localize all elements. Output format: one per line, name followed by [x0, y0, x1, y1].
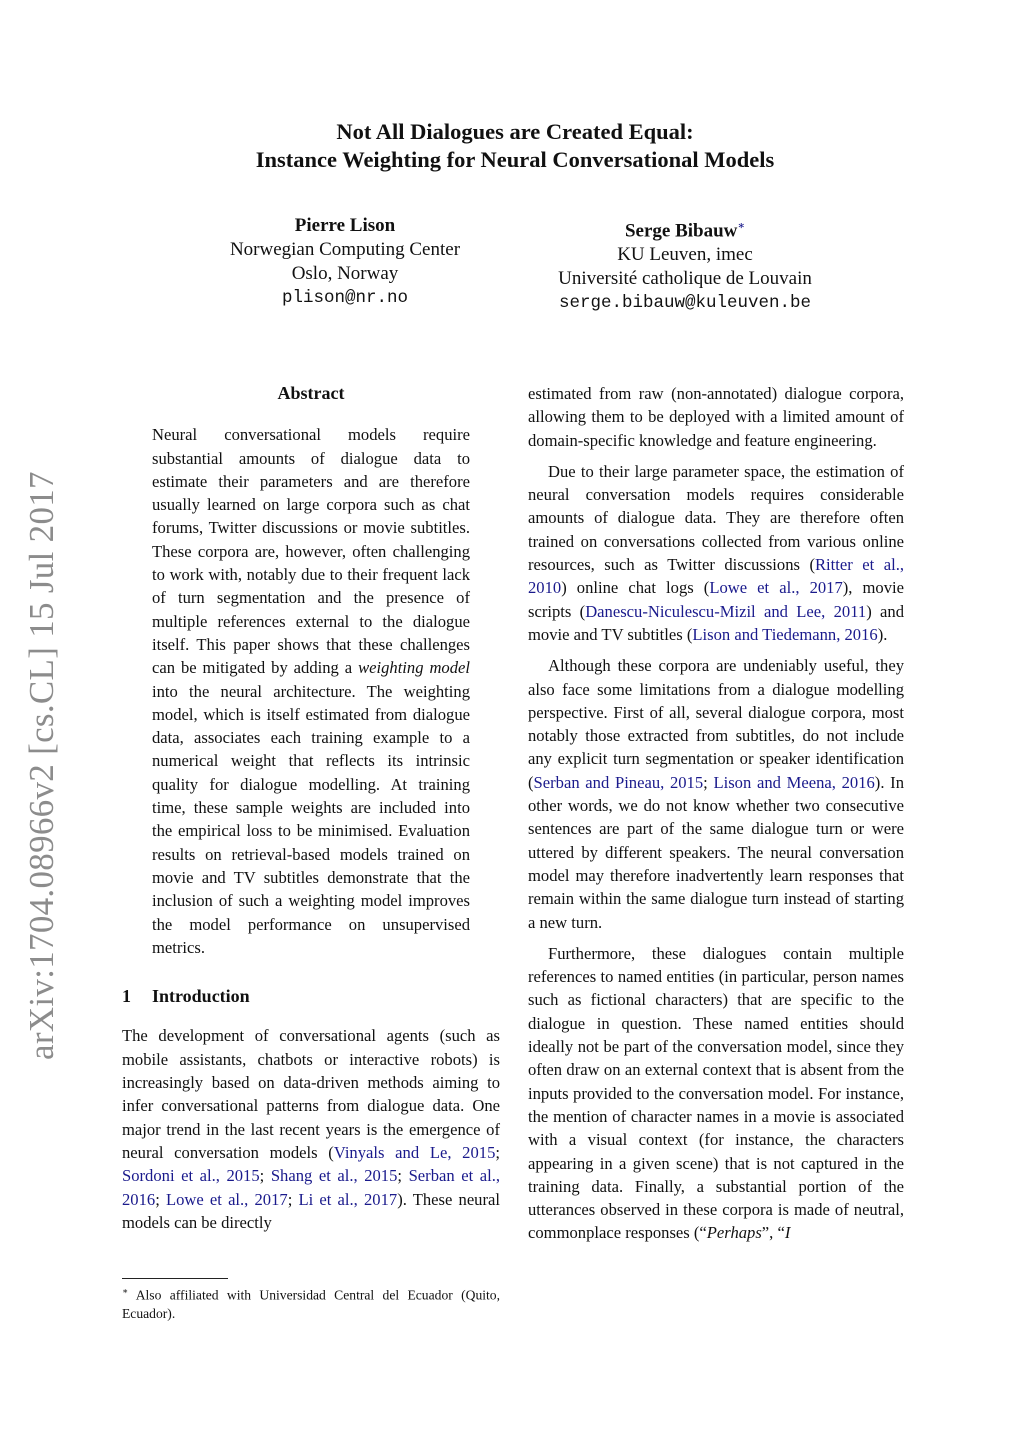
author-affiliation-2: Université catholique de Louvain — [558, 268, 812, 290]
paper-title — [160, 118, 870, 174]
citation-link[interactable]: Lison and Meena, 2016 — [713, 772, 875, 792]
citation-link[interactable]: Li et al., 2017 — [298, 1189, 398, 1209]
author-affiliation: Norwegian Computing Center — [229, 239, 461, 260]
footnote-mark[interactable]: ∗ — [737, 220, 746, 232]
arxiv-identifier: arXiv:1704.08966v2 [cs.CL] 15 Jul 2017 — [22, 471, 61, 1060]
abstract-text: Neural conversational models require substantial amounts of dialogue data to estimate their parameters and are therefore usually learned on large corpora such as chat forums, Twitter discussions or movie subtitles. These corpora are, however, often challenging to work with, notably due to their frequent lack of turn segmentation and the presence of multiple references external to the dialogue itself. This paper shows that these challenges can be mitigated by adding a weighting model into the neural architecture. The weighting model, which is itself estimated from dialogue data, associates each training example to a numerical weight that reflects its intrinsic quality for dialogue modelling. At training time, these sample weights are included into the empirical loss to be minimised. Evaluation results on retrieval-based models trained on movie and TV subtitles demonstrate that the inclusion of such a weighting model improves the model performance on unsupervised metrics. — [152, 425, 470, 957]
paragraph: Due to their large parameter space, the estimation of neural conversation models requires considerable amounts of dialogue data. They are therefore often trained on conversations collected from various online resources, such as Twitter discussions (Ritter et al., 2010) online chat logs (Lowe et al., 2017), movie scripts (Danescu-Niculescu-Mizil and Lee, 2011) and movie and TV subtitles (Lison and Tiedemann, 2016). — [528, 461, 904, 644]
author-name: Serge Bibauw — [624, 220, 738, 242]
paragraph: estimated from raw (non-annotated) dialogue corpora, allowing them to be deployed with a limited amount of domain-specific knowledge and feature engineering. — [528, 384, 904, 450]
abstract-heading: Abstract — [277, 383, 345, 403]
right-column — [528, 382, 904, 1245]
citation-link[interactable]: Ritter et al., 2010 — [528, 555, 904, 598]
left-column — [122, 382, 500, 1234]
title-line-2: Instance Weighting for Neural Conversational Models — [255, 147, 775, 172]
author-location: Oslo, Norway — [291, 263, 399, 284]
citation-link[interactable]: Vinyals and Le, 2015 — [333, 1142, 496, 1162]
footnote-rule — [122, 1278, 228, 1279]
author-block-2 — [520, 214, 850, 315]
author-email[interactable]: plison@nr.no — [281, 288, 409, 308]
author-affiliation: KU Leuven, imec — [617, 244, 753, 266]
citation-link[interactable]: Lison and Tiedemann, 2016 — [692, 624, 878, 644]
author-email[interactable]: serge.bibauw@kuleuven.be — [558, 293, 812, 314]
citation-link[interactable]: Danescu-Niculescu-Mizil and Lee, 2011 — [585, 601, 867, 621]
citation-link[interactable]: Shang et al., 2015 — [270, 1166, 398, 1186]
paragraph: Although these corpora are undeniably useful, they also face some limitations from a dialogue modelling perspective. First of all, several dialogue corpora, most notably those extracted from subtitles, do not include any explicit turn segmentation or speaker identification (Serban and Pineau, 2015; Lison and Meena, 2016). In other words, we do not know whether two consecutive sentences are part of the same dialogue turn or were uttered by different speakers. The neural conversation model may therefore inadvertently learn responses that remain within the same dialogue turn instead of starting a new turn. — [528, 656, 904, 932]
author-block-1 — [210, 214, 480, 310]
citation-link[interactable]: Serban and Pineau, 2015 — [533, 772, 704, 792]
author-name: Pierre Lison — [294, 215, 396, 236]
citation-link[interactable]: Sordoni et al., 2015 — [122, 1166, 260, 1186]
citation-link[interactable]: Lowe et al., 2017 — [709, 578, 843, 598]
paragraph: Furthermore, these dialogues contain multiple references to named entities (in particular, person names such as fictional characters) that are specific to the dialogue in question. These named entities should ideally not be part of the conversation model, since they often draw on an external context that is absent from the inputs provided to the conversation model. For instance, the mention of character names in a movie is associated with a visual context (for instance, the characters appearing in a given scene) that is not captured in the training data. Finally, a substantial portion of the utterances observed in these corpora is made of neutral, commonplace responses (“Perhaps”, “I — [528, 943, 904, 1243]
intro-paragraph: The development of conversational agents (such as mobile assistants, chatbots or interactive robots) is increasingly based on data-driven methods aiming to infer conversational patterns from dialogue data. One major trend in the last recent years is the emergence of neural conversation models (Vinyals and Le, 2015; Sordoni et al., 2015; Shang et al., 2015; Serban et al., 2016; Lowe et al., 2017; Li et al., 2017). These neural models can be directly — [122, 1026, 501, 1232]
citation-link[interactable]: Serban et al., 2016 — [122, 1166, 501, 1209]
title-line-1: Not All Dialogues are Created Equal: — [336, 119, 694, 144]
citation-link[interactable]: Lowe et al., 2017 — [165, 1189, 288, 1209]
section-heading-introduction: 1 Introduction — [122, 986, 250, 1007]
footnote: ∗ Also affiliated with Universidad Central del Ecuador (Quito, Ecuador). — [122, 1286, 500, 1321]
